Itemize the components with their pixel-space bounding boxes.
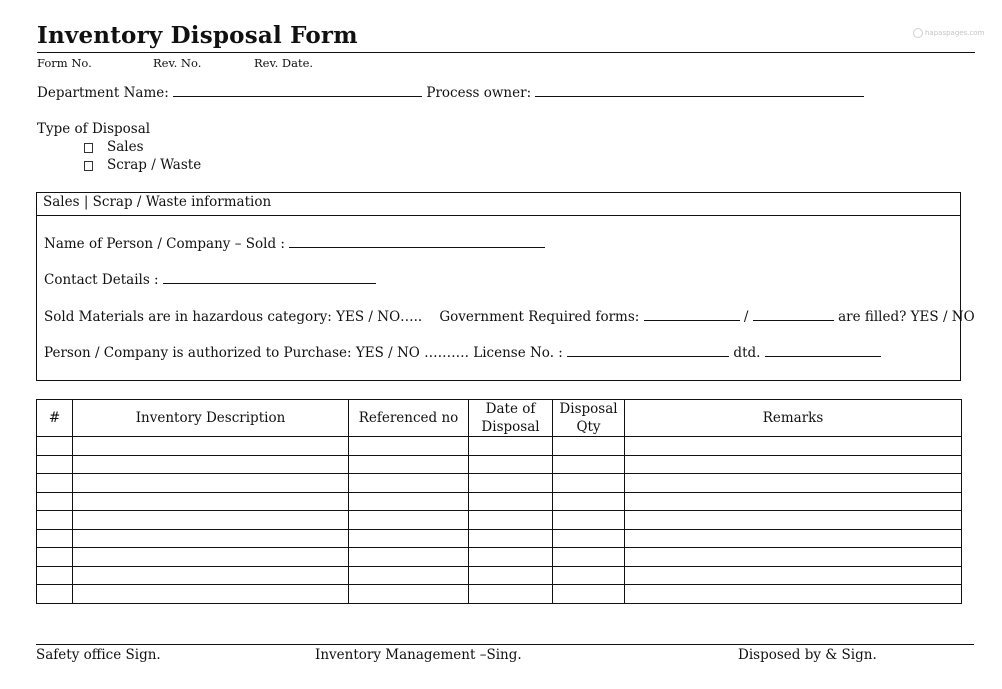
disposal-option-sales[interactable] — [84, 139, 144, 155]
inventory-sign-label: Inventory Management –Sing. — [315, 647, 522, 663]
table-cell[interactable] — [73, 585, 349, 604]
gov-form-field-2[interactable] — [753, 308, 834, 321]
table-cell[interactable] — [469, 585, 553, 604]
table-cell[interactable] — [73, 474, 349, 493]
contact-field[interactable] — [163, 271, 376, 284]
table-cell[interactable] — [73, 511, 349, 530]
license-label: License No. : — [473, 345, 563, 361]
sales-info-heading: Sales | Scrap / Waste information — [43, 194, 272, 210]
title-divider — [37, 52, 975, 53]
table-cell[interactable] — [553, 548, 625, 567]
filled-text: are filled? YES / NO — [838, 309, 975, 325]
table-cell[interactable] — [625, 474, 962, 493]
contact-label: Contact Details : — [44, 272, 159, 288]
table-cell[interactable] — [469, 548, 553, 567]
table-cell[interactable] — [349, 492, 469, 511]
contact-row — [44, 271, 376, 288]
table-cell[interactable] — [73, 455, 349, 474]
department-row — [37, 84, 864, 101]
col-remarks-header: Remarks — [625, 400, 962, 437]
department-label: Department Name: — [37, 85, 169, 101]
table-cell[interactable] — [73, 529, 349, 548]
table-cell[interactable] — [625, 548, 962, 567]
table-cell[interactable] — [469, 437, 553, 456]
table-cell[interactable] — [625, 585, 962, 604]
sold-to-label: Name of Person / Company – Sold : — [44, 236, 285, 252]
inventory-table — [36, 399, 962, 604]
license-field[interactable] — [567, 344, 729, 357]
table-cell[interactable] — [625, 455, 962, 474]
gov-forms-label: Government Required forms: — [439, 309, 640, 325]
table-row — [37, 548, 962, 567]
table-row — [37, 585, 962, 604]
table-cell[interactable] — [349, 548, 469, 567]
table-cell[interactable] — [73, 437, 349, 456]
table-cell[interactable] — [37, 437, 73, 456]
table-cell[interactable] — [553, 437, 625, 456]
table-cell[interactable] — [553, 585, 625, 604]
site-logo — [913, 28, 984, 38]
table-cell[interactable] — [625, 529, 962, 548]
table-cell[interactable] — [625, 511, 962, 530]
hazard-text: Sold Materials are in hazardous category: YES / NO….. — [44, 309, 423, 325]
scrap-label: Scrap / Waste — [107, 157, 202, 173]
table-cell[interactable] — [37, 511, 73, 530]
disposed-sign-label: Disposed by & Sign. — [738, 647, 877, 663]
sales-label: Sales — [107, 139, 144, 155]
table-cell[interactable] — [349, 437, 469, 456]
table-cell[interactable] — [469, 511, 553, 530]
table-cell[interactable] — [553, 529, 625, 548]
col-description-header: Inventory Description — [73, 400, 349, 437]
gov-forms-slash: / — [743, 309, 749, 325]
table-row — [37, 529, 962, 548]
table-cell[interactable] — [37, 529, 73, 548]
disposal-option-scrap[interactable] — [84, 157, 201, 173]
table-cell[interactable] — [37, 566, 73, 585]
authorized-text: Person / Company is authorized to Purchase: YES / NO ………. — [44, 345, 469, 361]
table-cell[interactable] — [625, 492, 962, 511]
table-row — [37, 566, 962, 585]
rev-date-label: Rev. Date. — [254, 56, 314, 70]
table-cell[interactable] — [37, 585, 73, 604]
table-cell[interactable] — [349, 585, 469, 604]
col-date-header: Date of Disposal — [469, 400, 553, 437]
table-cell[interactable] — [73, 492, 349, 511]
form-title: Inventory Disposal Form — [37, 22, 358, 49]
sales-info-header — [37, 193, 960, 216]
table-cell[interactable] — [349, 566, 469, 585]
sales-checkbox[interactable] — [84, 143, 93, 153]
table-cell[interactable] — [37, 548, 73, 567]
table-cell[interactable] — [553, 455, 625, 474]
table-cell[interactable] — [469, 474, 553, 493]
scrap-checkbox[interactable] — [84, 161, 93, 171]
table-row — [37, 474, 962, 493]
department-field[interactable] — [173, 84, 422, 97]
col-qty-header: Disposal Qty — [553, 400, 625, 437]
table-cell[interactable] — [469, 529, 553, 548]
table-cell[interactable] — [625, 437, 962, 456]
disposal-type-heading: Type of Disposal — [37, 121, 151, 137]
table-cell[interactable] — [349, 474, 469, 493]
table-cell[interactable] — [37, 492, 73, 511]
signature-divider — [36, 644, 974, 645]
table-row — [37, 492, 962, 511]
table-cell[interactable] — [349, 529, 469, 548]
table-cell[interactable] — [73, 566, 349, 585]
process-owner-label: Process owner: — [426, 85, 532, 101]
sales-info-box — [36, 192, 975, 381]
col-reference-header: Referenced no — [349, 400, 469, 437]
logo-text: hapaspages.com — [925, 29, 985, 37]
logo-mark-icon — [913, 28, 923, 38]
inventory-table-body — [37, 437, 962, 604]
col-number-header: # — [37, 400, 73, 437]
rev-no-label: Rev. No. — [153, 56, 202, 70]
table-cell[interactable] — [37, 455, 73, 474]
table-cell[interactable] — [37, 474, 73, 493]
table-cell[interactable] — [553, 492, 625, 511]
hazard-row — [44, 308, 975, 325]
table-cell[interactable] — [625, 566, 962, 585]
table-cell[interactable] — [469, 566, 553, 585]
table-cell[interactable] — [349, 455, 469, 474]
table-row — [37, 511, 962, 530]
table-cell[interactable] — [73, 548, 349, 567]
safety-sign-label: Safety office Sign. — [36, 647, 161, 663]
table-cell[interactable] — [349, 511, 469, 530]
sold-to-field[interactable] — [289, 235, 545, 248]
table-cell[interactable] — [553, 511, 625, 530]
gov-form-field-1[interactable] — [644, 308, 740, 321]
dtd-label: dtd. — [733, 345, 761, 361]
table-cell[interactable] — [553, 566, 625, 585]
sold-to-row — [44, 235, 545, 252]
dtd-field[interactable] — [765, 344, 881, 357]
process-owner-field[interactable] — [535, 84, 864, 97]
table-cell[interactable] — [469, 492, 553, 511]
form-no-label: Form No. — [37, 56, 92, 70]
table-row — [37, 437, 962, 456]
table-header-row — [37, 400, 962, 437]
table-cell[interactable] — [553, 474, 625, 493]
authorized-row — [44, 344, 881, 361]
table-cell[interactable] — [469, 455, 553, 474]
table-row — [37, 455, 962, 474]
